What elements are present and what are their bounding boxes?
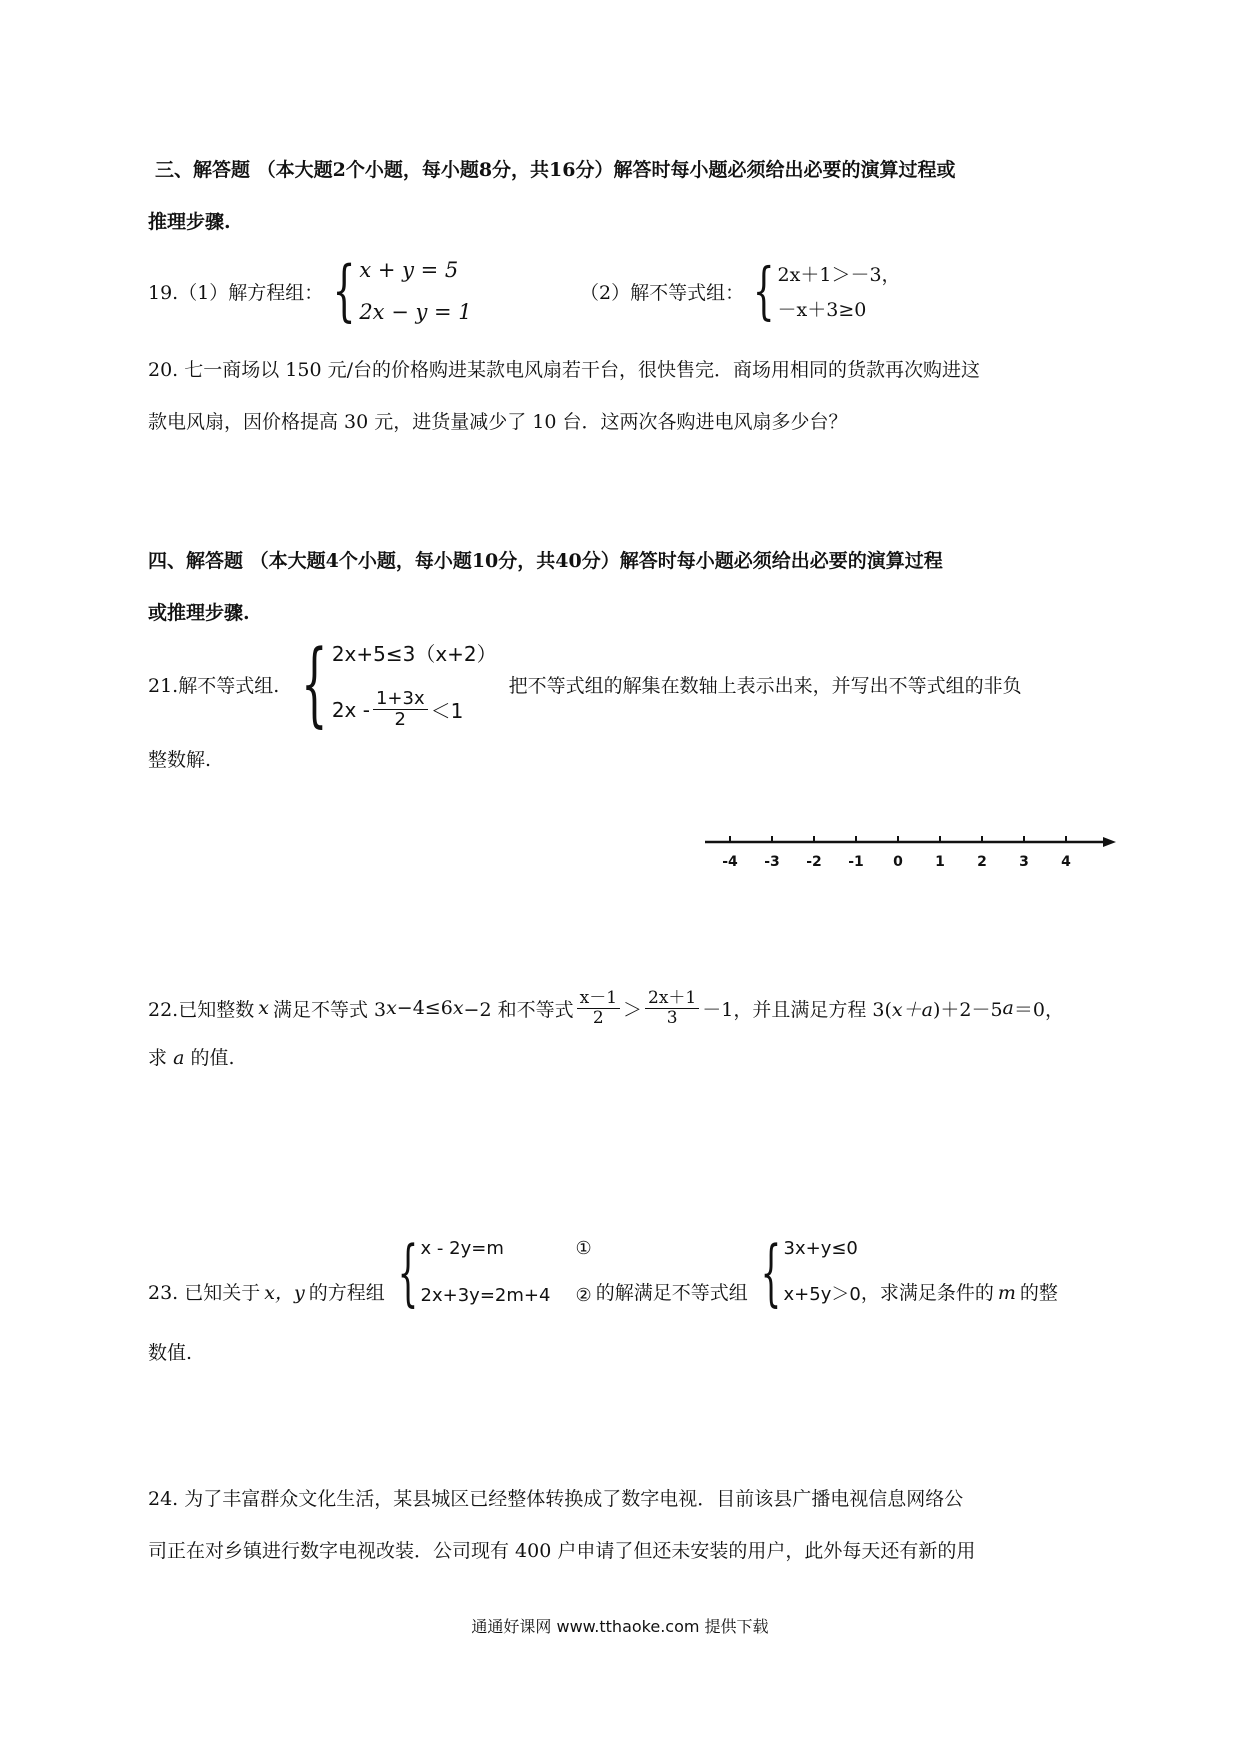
- brace-icon: {: [301, 630, 328, 737]
- q21-lead: 21.解不等式组.: [148, 674, 280, 697]
- axis-tick-label: -1: [848, 854, 864, 870]
- q23-vars: x，y: [264, 1282, 305, 1304]
- section3-heading-line2: 推理步骤.: [148, 211, 231, 233]
- question-24-line2: 司正在对乡镇进行数字电视改装．公司现有 400 户申请了但还未安装的用户，此外每天还有新的用: [148, 1540, 976, 1562]
- q23-eq1-mark: ①: [575, 1238, 592, 1259]
- question-20-line1: 20. 七一商场以 150 元/台的价格购进某款电风扇若干台，很快售完．商场用相同的货款再次购进这: [148, 359, 981, 381]
- q23-mid: 的方程组: [308, 1282, 385, 1304]
- axis-tick-label: 0: [893, 854, 903, 870]
- axis-tick-label: 3: [1019, 854, 1029, 870]
- page-footer: 通通好课网 www.tthaoke.com 提供下载: [471, 1617, 769, 1636]
- q23-eq2: 2x+3y=2m+4: [420, 1285, 551, 1306]
- q22-text-5: －1，并且满足方程 3(: [702, 998, 892, 1021]
- question-23-line2: 数值.: [148, 1342, 193, 1364]
- q22-frac2-denominator: 3: [666, 1007, 678, 1028]
- q23-lead: 23. 已知关于: [148, 1282, 261, 1304]
- axis-tick-label: -2: [806, 854, 822, 870]
- q23-ineq1: 3x+y≤0: [783, 1238, 858, 1259]
- q22-frac1-numerator: x－1: [577, 989, 620, 1009]
- brace-icon: {: [332, 252, 356, 329]
- q21-ineq2-pre: 2x -: [331, 697, 370, 722]
- q23-ineq2: x+5y＞0: [783, 1284, 861, 1305]
- q21-instruction: 把不等式组的解集在数轴上表示出来，并写出不等式组的非负: [508, 674, 1022, 697]
- q22-text-6: )＋2－5: [932, 998, 1003, 1021]
- q21-fraction-denominator: 2: [394, 709, 406, 731]
- q23-tail2: 的整: [1019, 1282, 1058, 1304]
- arrow-right-icon: [1103, 837, 1116, 847]
- q22-frac2-numerator: 2x＋1: [645, 989, 699, 1009]
- brace-icon: {: [752, 254, 775, 327]
- q19-eq2: 2x − y = 1: [359, 300, 472, 324]
- q22-var-xa: x＋a: [891, 998, 933, 1021]
- q22-line2-pre: 求: [148, 1047, 168, 1069]
- q21-ineq1: 2x+5≤3（x+2）: [331, 642, 497, 666]
- question-22: [148, 978, 1064, 1038]
- axis-tick-label: -3: [764, 854, 780, 870]
- axis-tick-label: 4: [1061, 854, 1071, 870]
- q19-ineq2: －x＋3≥0: [777, 299, 867, 321]
- q23-var-m: m: [997, 1282, 1016, 1304]
- q22-var-x: x: [258, 997, 269, 1019]
- q23-inequality-system: [748, 1230, 861, 1314]
- axis-tick-label: -4: [722, 854, 738, 870]
- q19-inequality-system: [744, 254, 901, 327]
- q22-text-4: −2 和不等式: [463, 998, 574, 1021]
- q19-lead: 19.（1）解方程组：: [148, 281, 324, 304]
- question-21-line2: 整数解.: [148, 749, 212, 771]
- q19-eq1: x + y = 5: [359, 258, 459, 282]
- question-21: [148, 630, 1022, 737]
- section4-heading-line1: 四、解答题 （本大题4个小题，每小题10分，共40分）解答时每小题必须给出必要的演算过程: [148, 550, 943, 572]
- q19-equation-system: [323, 252, 472, 329]
- q22-text-2: 满足不等式 3: [272, 998, 387, 1021]
- number-line: [700, 828, 1120, 876]
- question-23: [148, 1230, 1058, 1314]
- q21-fraction-numerator: 1+3x: [373, 689, 428, 710]
- axis-tick-label: 1: [935, 854, 945, 870]
- q23-equation-system: [385, 1230, 592, 1314]
- q22-text-3: −4≤6: [396, 997, 453, 1019]
- q19-part2-lead: （2）解不等式组：: [580, 281, 745, 304]
- q23-eq2-mark: ②: [575, 1285, 592, 1306]
- q22-frac1-denominator: 2: [592, 1007, 604, 1028]
- question-19-part2: [580, 254, 901, 327]
- question-20-line2: 款电风扇，因价格提高 30 元，进货量减少了 10 台．这两次各购进电风扇多少台？: [148, 411, 848, 433]
- q21-inequality-system: [285, 630, 497, 737]
- q22-var-x: x: [452, 997, 464, 1019]
- axis-tick-label: 2: [977, 854, 987, 870]
- q22-line2-var-a: a: [173, 1047, 185, 1069]
- q23-mid2: 的解满足不等式组: [595, 1282, 748, 1304]
- question-19: [148, 252, 472, 329]
- question-24-line1: 24. 为了丰富群众文化生活，某县城区已经整体转换成了数字电视．目前该县广播电视信息网络公: [148, 1488, 964, 1510]
- brace-icon: {: [760, 1230, 781, 1314]
- q22-line2-post: 的值.: [190, 1047, 235, 1069]
- section4-heading-line2: 或推理步骤.: [148, 602, 250, 624]
- question-22-line2: [148, 1043, 234, 1073]
- section3-heading-line1: 三、解答题 （本大题2个小题，每小题8分，共16分）解答时每小题必须给出必要的演算过程或: [155, 159, 956, 181]
- q21-ineq2-post: ＜1: [430, 699, 464, 724]
- brace-icon: {: [397, 1230, 418, 1314]
- q22-var-x: x: [386, 997, 397, 1019]
- q22-gt: ＞: [623, 998, 643, 1021]
- q19-ineq1: 2x＋1＞－3，: [777, 264, 901, 286]
- q22-var-a: a: [1002, 997, 1014, 1019]
- q23-eq1: x - 2y=m: [420, 1238, 504, 1259]
- q22-text-7: ＝0，: [1013, 998, 1064, 1021]
- q22-text-1: 22.已知整数: [148, 998, 255, 1021]
- q23-tail: ，求满足条件的: [860, 1282, 994, 1304]
